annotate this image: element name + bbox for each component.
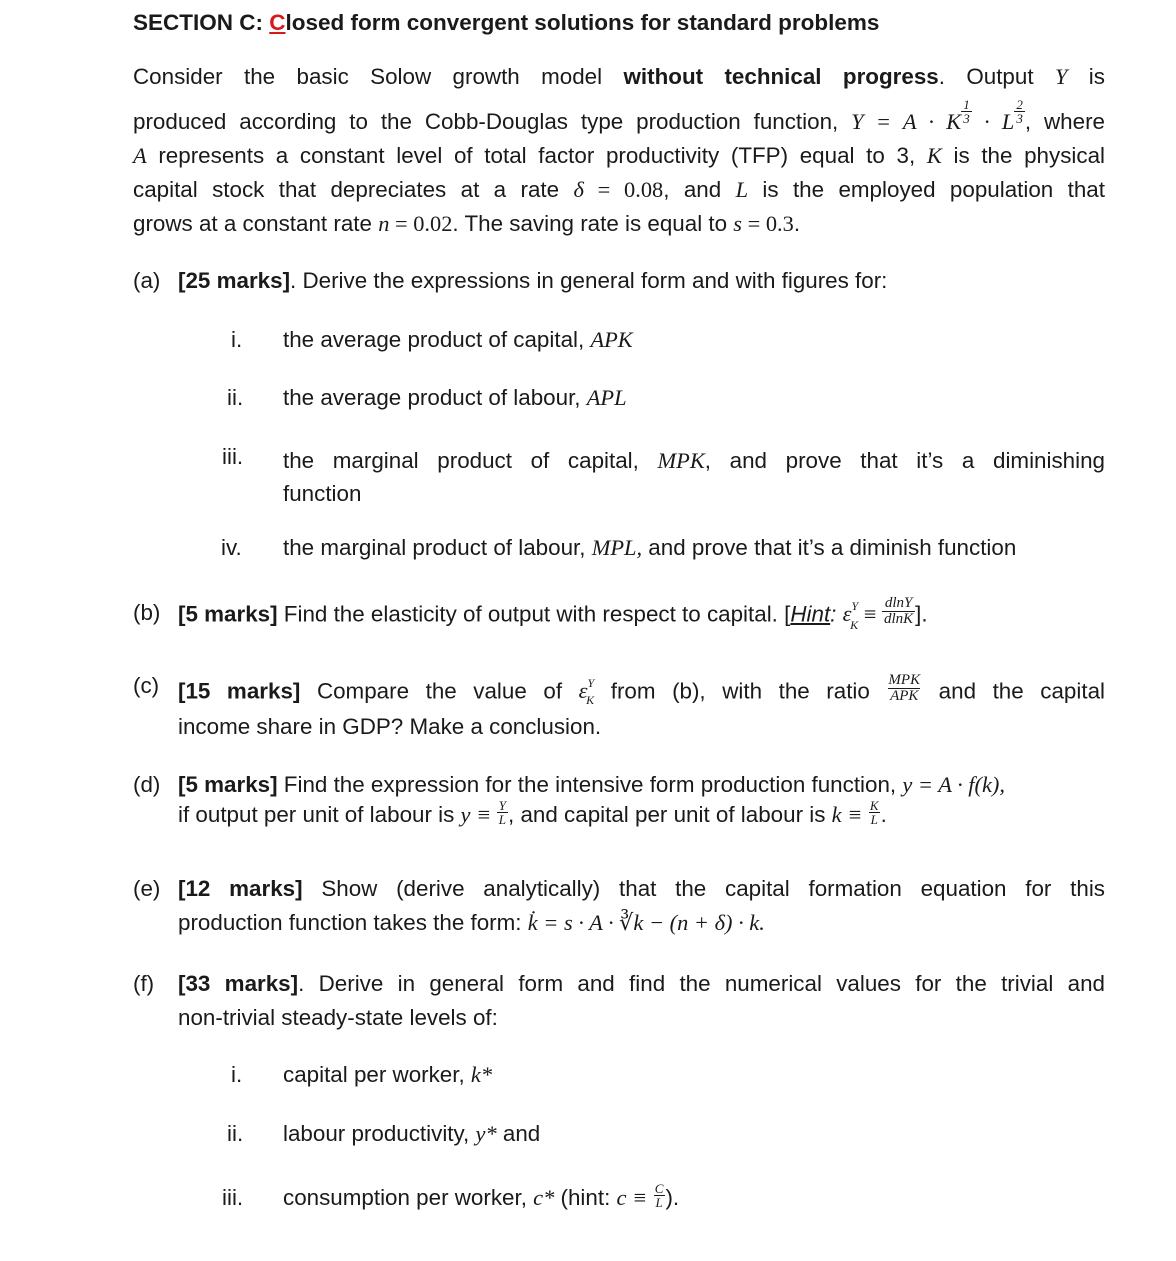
elasticity-symbol: $\varepsilon^Y_K$ — [842, 598, 859, 632]
question-d-label: (d) — [133, 772, 161, 797]
f-item-2-num: ii. — [227, 1121, 244, 1146]
f-item-3-num: iii. — [222, 1185, 244, 1210]
question-b-label: (b) — [133, 600, 161, 625]
f-item-3: consumption per worker, c* (hint: c ≡ $\frac{C}{L}$ ). — [283, 1180, 680, 1210]
mpk-apk-ratio: $\frac{\text{MPK}}{\text{APK}}$ — [888, 672, 921, 705]
a-item-3: the marginal product of capital, MPK, and prove that it’s a diminishing function — [283, 448, 1105, 506]
a-item-2-num: ii. — [227, 385, 244, 410]
intro-line-3: A represents a constant level of total factor productivity (TFP) equal to 3, K is the physical — [133, 143, 1106, 168]
f-item-2: labour productivity, y* and — [283, 1121, 541, 1146]
elasticity-fraction: $\frac{dlnY}{dlnK}$ — [883, 595, 914, 627]
cobb-douglas-equation: Y = A · K $\frac{1}{3}$ · L $\frac{2}{3}$ — [851, 97, 1023, 134]
intro-line-1: Consider the basic Solow growth model without technical progress. Output Y is — [133, 64, 1105, 89]
question-e-label: (e) — [133, 876, 161, 901]
intro-line-2: produced according to the Cobb-Douglas type production function, Y = A · K $\frac{1}{3}$ · L $\frac{2}{3}$ , where — [133, 97, 1105, 134]
a-item-1: the average product of capital, APK — [283, 327, 633, 352]
capital-formation-equation: k̇ = s · A · ∛k − (n + δ) · k. — [527, 910, 765, 935]
question-f: [33 marks]. Derive in general form and find the numerical values for the trivial and non-trivial steady-state levels of: — [178, 971, 1105, 1030]
f-item-1-num: i. — [231, 1062, 243, 1087]
section-title: SECTION C: Closed form convergent solutions for standard problems — [133, 10, 880, 35]
question-c: [15 marks] Compare the value of $\varepsilon^Y_K$ from (b), with the ratio $\frac{\text{MPK}}{\text{APK}}$ and the capital income share in GDP? Make a conclusion. — [178, 672, 1105, 739]
f-item-1: capital per worker, k* — [283, 1062, 493, 1087]
question-e: [12 marks] Show (derive analytically) that the capital formation equation for this production function takes the form: k̇ = s · A · ∛k − (n + δ) · k. — [178, 876, 1105, 935]
question-f-label: (f) — [133, 971, 155, 996]
question-c-label: (c) — [133, 673, 160, 698]
question-a: [25 marks]. Derive the expressions in general form and with figures for: — [178, 268, 888, 293]
a-item-4-num: iv. — [221, 535, 242, 560]
a-item-3-num: iii. — [222, 444, 244, 469]
a-item-4: the marginal product of labour, MPL, and prove that it’s a diminish function — [283, 535, 1017, 560]
a-item-1-num: i. — [231, 327, 243, 352]
intro-paragraph — [133, 60, 1105, 241]
question-a-label: (a) — [133, 268, 161, 293]
question-d: [5 marks] Find the expression for the intensive form production function, y = A · f(k), if output per unit of labour is y ≡ $\frac{Y}{L}$ , and capital per unit of labour is k ≡ $\frac{K}{L}$ . — [178, 772, 1005, 827]
a-item-2: the average product of labour, APL — [283, 385, 627, 410]
title-initial-letter: C — [269, 10, 286, 35]
intro-line-5: grows at a constant rate n = 0.02. The saving rate is equal to s = 0.3. — [133, 211, 801, 236]
intro-line-4: capital stock that depreciates at a rate δ = 0.08, and L is the employed population that — [133, 177, 1105, 202]
question-b: [5 marks] Find the elasticity of output with respect to capital. [Hint: $\varepsilon^Y_K$ ≡ $\frac{dlnY}{dlnK}$ ]. — [178, 595, 928, 632]
